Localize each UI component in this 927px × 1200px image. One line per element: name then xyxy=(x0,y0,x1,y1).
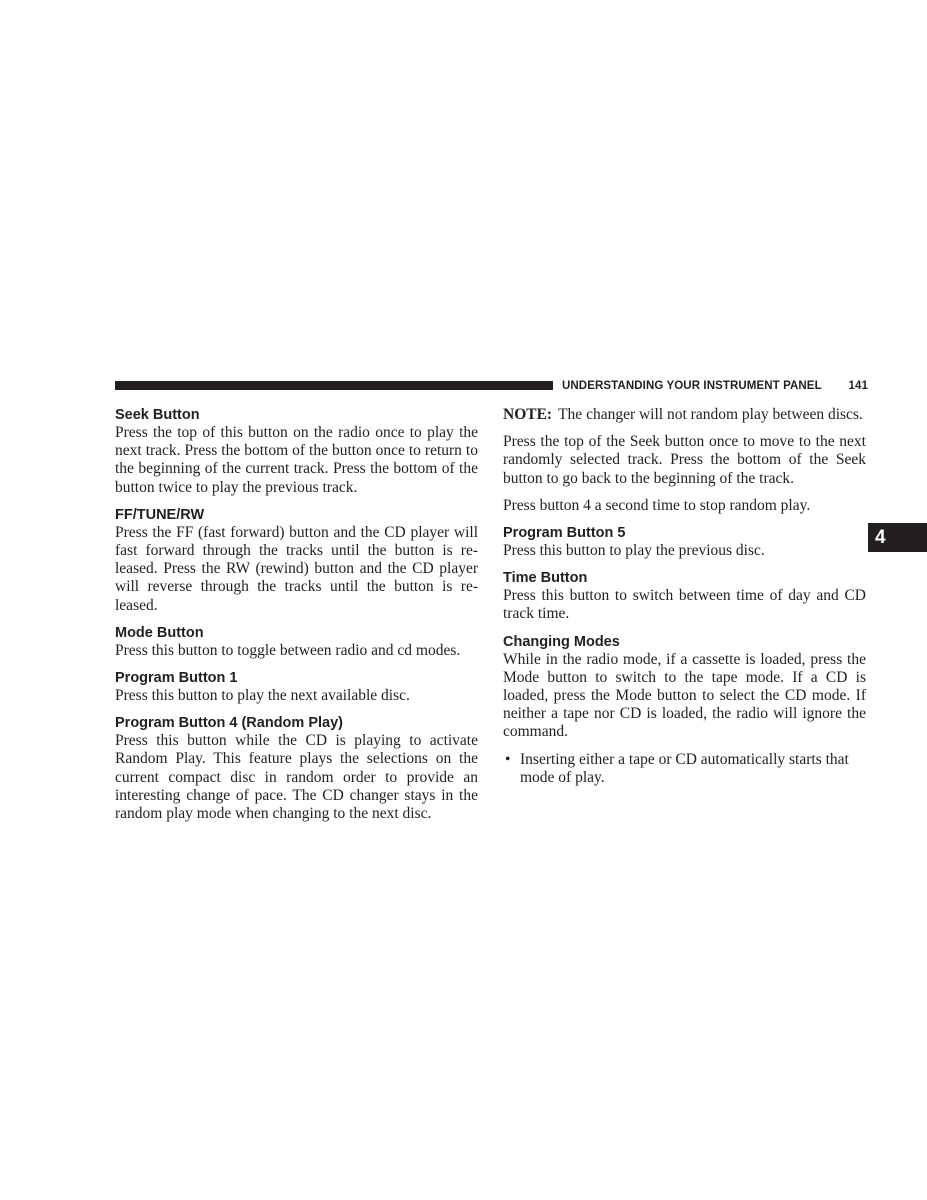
section-body: Press this button to play the previous disc. xyxy=(503,542,765,560)
section-program-button-4 xyxy=(115,714,478,823)
section-heading: Mode Button xyxy=(115,624,204,641)
stop-random-paragraph: Press button 4 a second time to stop random play. xyxy=(503,496,811,514)
section-program-button-5 xyxy=(503,524,866,560)
right-column xyxy=(503,406,866,787)
bullet-item xyxy=(503,751,866,787)
note-paragraph xyxy=(503,406,866,424)
section-program-button-1 xyxy=(115,669,478,705)
bullet-text: Inserting either a tape or CD automatically starts that mode of play. xyxy=(520,750,849,786)
section-heading: Seek Button xyxy=(115,407,200,423)
left-column xyxy=(115,406,478,832)
section-heading: Program Button 5 xyxy=(503,525,626,542)
section-seek-button xyxy=(115,406,478,497)
note-text: The changer will not random play between discs. xyxy=(558,406,863,423)
section-mode-button xyxy=(115,624,478,660)
section-body: Press this button to switch between time of day and CD track time. xyxy=(503,587,866,623)
section-heading: FF/TUNE/RW xyxy=(115,506,205,523)
section-body: While in the radio mode, if a cassette is loaded, press the Mode button to switch to the tape mode. If a CD is loaded, press the Mode button to select the CD mode. If neither a tape nor CD is loaded, the radio will ignore the command. xyxy=(503,650,866,741)
section-body: Press the top of this button on the radio once to play the next track. Press the bottom of the button once to return to the beginning of the current track. Press the bottom of the button twice to play the previous track. xyxy=(115,424,478,496)
chapter-tab: 4 xyxy=(868,523,927,552)
section-heading: Changing Modes xyxy=(503,633,620,650)
section-changing-modes xyxy=(503,633,866,742)
section-heading: Program Button 1 xyxy=(115,670,238,687)
note-label: NOTE: xyxy=(503,406,553,423)
section-body: Press this button to toggle between radio and cd modes. xyxy=(115,641,461,659)
running-header xyxy=(562,378,868,394)
section-heading: Program Button 4 (Random Play) xyxy=(115,715,343,732)
header-rule xyxy=(115,381,553,390)
section-heading: Time Button xyxy=(503,570,588,587)
page-number: 141 xyxy=(848,380,868,392)
bullet-icon: • xyxy=(505,750,511,768)
section-ff-tune-rw xyxy=(115,506,478,615)
seek-random-paragraph: Press the top of the Seek button once to move to the next randomly selected track. Press the bottom of the Seek button to go back to the beginning of the track. xyxy=(503,433,866,487)
header-title: UNDERSTANDING YOUR INSTRUMENT PANEL xyxy=(562,380,822,392)
section-body: Press the FF (fast forward) button and the CD player will fast forward through the tracks until the button is re-leased. Press the RW (rewind) button and the CD player will reverse through the tracks until the button is re-leased. xyxy=(115,523,478,614)
section-time-button xyxy=(503,569,866,623)
section-body: Press this button while the CD is playing to activate Random Play. This feature plays the selections on the current compact disc in random order to provide an interesting change of pace. The CD changer stays in the random play mode when changing to the next disc. xyxy=(115,732,478,823)
section-body: Press this button to play the next available disc. xyxy=(115,687,410,705)
